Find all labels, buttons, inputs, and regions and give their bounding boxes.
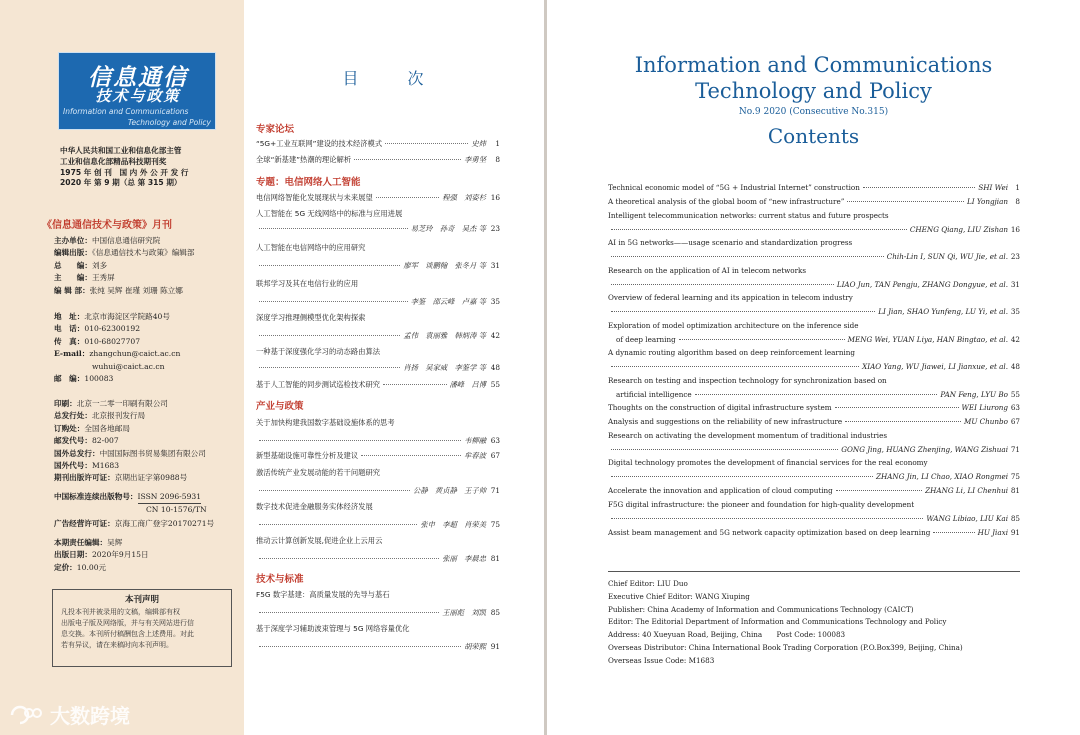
- journal-logo: [58, 52, 216, 130]
- sponsor-line: 工业和信息化部精品科技期刊奖: [60, 156, 167, 166]
- sponsor-line: 1975 年 创 刊 国 内 外 公 开 发 行: [60, 167, 189, 177]
- toc-entry[interactable]: Research on testing and inspection technology for synchronization based on artificial intelligence PAN Feng, LYU Bo 55: [608, 376, 1020, 399]
- info-line: 本期责任编辑：吴辉: [54, 538, 123, 547]
- monthly-heading: 《信息通信技术与政策》月刊: [42, 220, 172, 231]
- editorial-info: [54, 235, 194, 297]
- info-line: 期刊出版许可证：京期出证字第0988号: [54, 473, 188, 483]
- info-line: E-mail：zhangchun@caict.ac.cn: [54, 349, 181, 359]
- toc-entry[interactable]: 基于人工智能的同步测试巡检技术研究 潘峰 吕博 55: [256, 380, 500, 389]
- section-heading: 专题：电信网络人工智能: [256, 177, 361, 188]
- info-line: 国外代号：M1683: [54, 461, 120, 471]
- serial-number: [54, 491, 207, 517]
- toc-entry[interactable]: 人工智能在电信网络中的应用研究 廖军 谈鹏翰 张冬月 等 31: [256, 243, 500, 270]
- toc-entry[interactable]: A theoretical analysis of the global boom of “new infrastructure” LI Yongjian 8: [608, 197, 1020, 206]
- journal-title-en: Information and Communications Technology and Policy: [634, 53, 993, 103]
- cn-value: CN 10-1576/TN: [146, 505, 207, 515]
- toc-entry[interactable]: 人工智能在 5G 无线网络中的标准与应用进展 易芝玲 孙奇 吴杰 等 23: [256, 209, 500, 233]
- toc-entry[interactable]: Research on the application of AI in telecom networks LIAO Jun, TAN Pengju, ZHANG Dongyue, et al. 31: [608, 266, 1020, 289]
- toc-entry[interactable]: 深度学习推理侧模型优化架构探索 孟伟 袁丽雅 韩炳涛 等 42: [256, 313, 500, 340]
- logo-title-en: Information and Communications: [63, 107, 189, 116]
- toc-entry[interactable]: Digital technology promotes the development of financial services for the real economy ZHANG Jin, LI Chao, XIAO Rongmei 75: [608, 458, 1020, 481]
- toc-entry[interactable]: Research on activating the development momentum of traditional industries GONG Jing, HUANG Zhenjing, WANG Zishuai 71: [608, 431, 1020, 454]
- info-line: 邮发代号：82-007: [54, 436, 119, 446]
- toc-entry[interactable]: 基于深度学习辅助波束管理与 5G 网络容量优化 胡荣熙 91: [256, 624, 500, 651]
- info-line: 地 址：北京市海淀区学院路40号: [54, 312, 170, 321]
- info-line: 订购处：全国各地邮局: [54, 423, 130, 433]
- info-line: 出版日期：2020年9月15日: [54, 550, 149, 560]
- section-heading: 技术与标准: [256, 574, 304, 585]
- toc-entry[interactable]: 新型基础设施可靠性分析及建议 牟春波 67: [256, 451, 500, 460]
- info-line: 广告经营许可证：京海工商广登字20170271号: [54, 519, 215, 528]
- info-line: 主办单位：中国信息通信研究院: [54, 236, 161, 245]
- info-line: 国外总发行：中国国际图书贸易集团有限公司: [54, 448, 206, 458]
- section-heading: 专家论坛: [256, 124, 295, 135]
- section-heading: 产业与政策: [256, 401, 304, 412]
- sponsor-block: [60, 146, 230, 189]
- toc-entry[interactable]: Assist beam management and 5G network capacity optimization based on deep learning HU Jiaxi 91: [608, 528, 1020, 537]
- colophon-line: Editor: The Editorial Department of Information and Communications Technology and Policy: [608, 617, 947, 627]
- info-line: [54, 504, 207, 516]
- toc-page-cn: [244, 0, 544, 735]
- toc-entry[interactable]: Intelligent telecommunication networks: current status and future prospects CHENG Qiang, LIU Zishan 16: [608, 211, 1020, 234]
- info-line: 总发行处：北京报刊发行局: [54, 411, 146, 421]
- info-line: 中国标准连续出版物号：ISSN 2096-5931: [54, 491, 207, 504]
- colophon-line: Executive Chief Editor: WANG Xiuping: [608, 591, 750, 601]
- toc-entry[interactable]: 电信网络智能化发展现状与未来展望 程强 刘姿杉 16: [256, 193, 500, 202]
- toc-entry[interactable]: F5G 数字基建：高质量发展的先导与基石 王丽彪 刘凯 85: [256, 590, 500, 617]
- toc-entry[interactable]: A dynamic routing algorithm based on deep reinforcement learning XIAO Yang, WU Jiawei, LI Jianxue, et al. 48: [608, 348, 1020, 371]
- colophon-line: Chief Editor: LIU Duo: [608, 579, 688, 588]
- logo-subtitle-en: Technology and Policy: [127, 118, 211, 127]
- info-line: 主 编：王秀屏: [54, 273, 115, 283]
- page-title: 目 次: [342, 69, 446, 88]
- notice-title: 本刊声明: [124, 595, 159, 605]
- notice-body: 凡投本刊并被录用的文稿，编辑部有权 出版电子版及网络版，并与有关网站进行信 息交换。本刊所付稿酬包含上述费用。对此 若有异议，请在来稿时向本刊声明。: [61, 608, 194, 649]
- colophon-line: Overseas Issue Code: M1683: [608, 655, 715, 665]
- info-line: wuhui@caict.ac.cn: [92, 361, 165, 371]
- journal-notice: [52, 589, 232, 667]
- contents-heading: Contents: [767, 124, 860, 148]
- toc-entry[interactable]: Exploration of model optimization architecture on the inference side of deep learning MENG Wei, YUAN Liya, HAN Bingtao, et al. 42: [608, 321, 1020, 344]
- contact-info: [54, 311, 180, 385]
- watermark-text: 大数跨境: [50, 704, 130, 728]
- toc-entry[interactable]: 联邦学习及其在电信行业的应用 李鉴 邵云峰 卢嘉 等 35: [256, 279, 500, 306]
- toc-entry[interactable]: Analysis and suggestions on the reliability of new infrastructure MU Chunbo 67: [608, 417, 1020, 426]
- info-line: 总 编：刘多: [54, 260, 108, 270]
- info-line: 定价：10.00元: [54, 562, 107, 572]
- toc-entry[interactable]: Overview of federal learning and its appication in telecom industry LI Jian, SHAO Yunfeng, LU Yi, et al. 35: [608, 293, 1020, 316]
- sponsor-line: 2020 年 第 9 期（总 第 315 期）: [60, 178, 182, 188]
- toc-entry[interactable]: “5G+工业互联网”建设的技术经济模式 史炜 1: [256, 139, 500, 148]
- sponsor-line: 中华人民共和国工业和信息化部主管: [60, 146, 182, 155]
- info-line: 编 辑 部：张纯 吴辉 崔瑾 刘珊 陈立娜: [54, 285, 183, 295]
- issue-info: [54, 537, 149, 574]
- logo-subtitle-cn: 技术与政策: [95, 87, 181, 105]
- colophon-line: Overseas Distributor: China International Book Trading Corporation (P.O.Box399, Beijing, China): [608, 642, 963, 652]
- toc-entry[interactable]: Thoughts on the construction of digital infrastructure system WEI Liurong 63: [608, 403, 1020, 412]
- colophon: [608, 571, 1020, 668]
- ad-license: [54, 518, 214, 530]
- toc-entry[interactable]: 关于加快构建我国数字基础设施体系的思考 韦柳融 63: [256, 418, 500, 445]
- info-line: 印刷：北京一二零一印刷有限公司: [54, 399, 168, 408]
- issn-value: ISSN 2096-5931: [138, 491, 202, 504]
- toc-page-en: [547, 0, 1080, 735]
- logo-title-cn: 信息通信: [88, 65, 188, 91]
- watermark-logo-icon: [8, 703, 42, 727]
- info-line: 邮 编：100083: [54, 374, 114, 384]
- info-line: 传 真：010-68027707: [54, 336, 141, 346]
- toc-entry[interactable]: 激活传统产业发展动能的若干问题研究 公静 黄贞静 王子帅 71: [256, 468, 500, 495]
- publishing-info: [54, 398, 206, 485]
- masthead-column: [0, 0, 244, 735]
- toc-entry[interactable]: F5G digital infrastructure: the pioneer and foundation for high-quality development WANG Libiao, LIU Kai 85: [608, 500, 1020, 523]
- toc-entry[interactable]: 一种基于深度强化学习的动态路由算法 肖扬 吴家威 李鉴学 等 48: [256, 347, 500, 372]
- toc-entry[interactable]: AI in 5G networks——usage scenario and standardization progress Chih-Lin I, SUN Qi, WU Jie, et al. 23: [608, 238, 1020, 261]
- toc-entry[interactable]: Technical economic model of “5G + Industrial Internet” construction SHI Wei 1: [608, 183, 1020, 192]
- info-line: 电 话：010-62300192: [54, 324, 141, 334]
- issue-number: No.9 2020 (Consecutive No.315): [738, 107, 889, 117]
- toc-entry[interactable]: 数字技术促进金融服务实体经济发展 张申 李超 肖荣美 75: [256, 502, 500, 529]
- watermark: [8, 700, 130, 729]
- toc-entry[interactable]: 全球“新基建”热潮的理论解析 李勇坚 8: [256, 155, 500, 164]
- colophon-line: Address: 40 Xueyuan Road, Beijing, China Post Code: 100083: [608, 630, 846, 640]
- toc-entry[interactable]: Accelerate the innovation and application of cloud computing ZHANG Li, LI Chenhui 81: [608, 486, 1020, 495]
- toc-entry[interactable]: 推动云计算创新发展,促进企业上云用云 张丽 李晨忠 81: [256, 536, 500, 563]
- info-line: 编辑出版：《信息通信技术与政策》编辑部: [54, 248, 195, 258]
- colophon-line: Publisher: China Academy of Information and Communications Technology (CAICT): [608, 604, 914, 614]
